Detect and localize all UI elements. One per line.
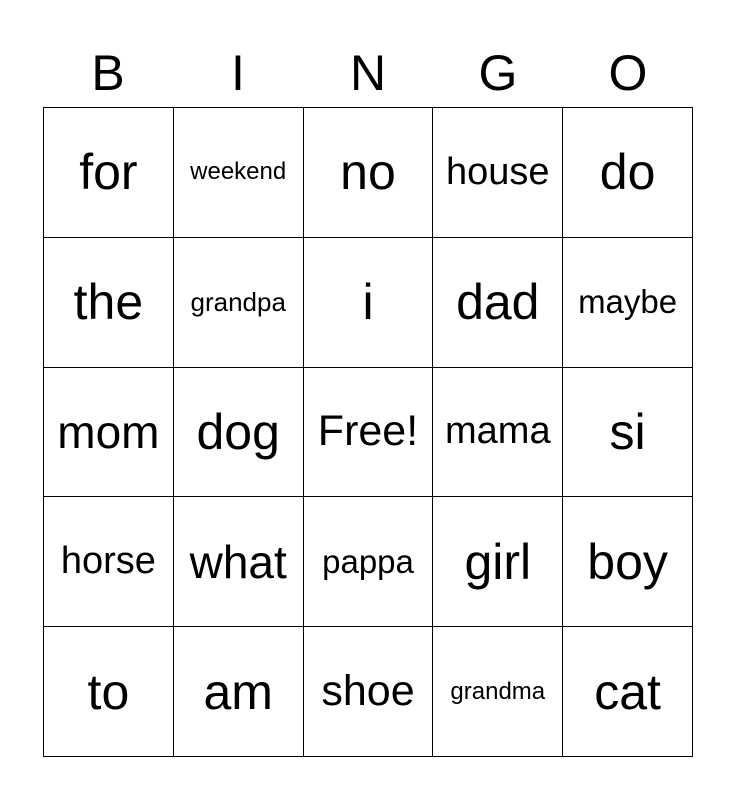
header-letter-n: N [349, 45, 387, 101]
bingo-cell: dad [433, 238, 563, 368]
bingo-cell: house [433, 108, 563, 238]
bingo-cell: what [174, 497, 304, 627]
bingo-cell: grandma [433, 627, 563, 757]
bingo-cell: maybe [563, 238, 693, 368]
bingo-cell: i [304, 238, 434, 368]
bingo-header [43, 38, 693, 108]
bingo-cell: do [563, 108, 693, 238]
bingo-cell: grandpa [174, 238, 304, 368]
header-letter-o: O [608, 45, 648, 101]
bingo-cell: horse [44, 497, 174, 627]
header-letter-g: G [478, 45, 518, 101]
bingo-cell: pappa [304, 497, 434, 627]
bingo-cell: weekend [174, 108, 304, 238]
bingo-cell: dog [174, 368, 304, 498]
bingo-cell: mom [44, 368, 174, 498]
bingo-cell: girl [433, 497, 563, 627]
bingo-cell: Free! [304, 368, 434, 498]
bingo-cell: cat [563, 627, 693, 757]
bingo-cell: si [563, 368, 693, 498]
bingo-cell: boy [563, 497, 693, 627]
bingo-cell: shoe [304, 627, 434, 757]
header-letter-b: B [91, 45, 125, 101]
bingo-cell: mama [433, 368, 563, 498]
bingo-cell: to [44, 627, 174, 757]
bingo-cell: no [304, 108, 434, 238]
bingo-board [43, 107, 693, 757]
bingo-cell: for [44, 108, 174, 238]
header-letter-i: I [231, 45, 245, 101]
bingo-cell: the [44, 238, 174, 368]
bingo-cell: am [174, 627, 304, 757]
